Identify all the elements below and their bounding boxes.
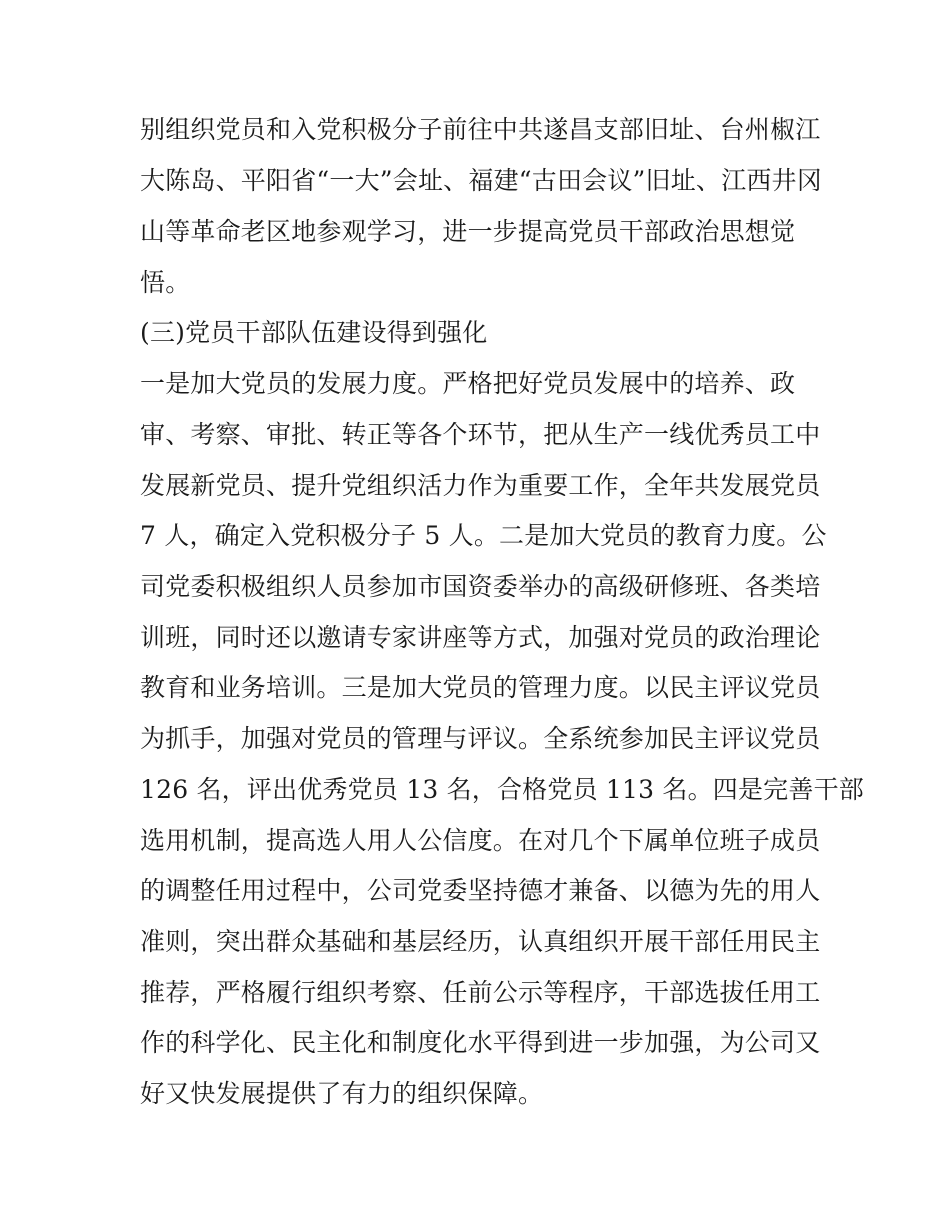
paragraph-line: 为抓手，加强对党员的管理与评议。全系统参加民主评议党员 xyxy=(140,724,821,753)
paragraph-line: 一是加大党员的发展力度。严格把好党员发展中的培养、政 xyxy=(140,369,796,398)
paragraph-line: 司党委积极组织人员参加市国资委举办的高级研修班、各类培 xyxy=(140,572,821,601)
paragraph-line: 训班，同时还以邀请专家讲座等方式，加强对党员的政治理论 xyxy=(140,623,821,652)
paragraph-line: 悟。 xyxy=(140,268,191,297)
paragraph-line: 发展新党员、提升党组织活力作为重要工作，全年共发展党员 xyxy=(140,471,821,500)
section-heading: (三)党员干部队伍建设得到强化 xyxy=(140,318,488,347)
paragraph-line: 的调整任用过程中，公司党委坚持德才兼备、以德为先的用人 xyxy=(140,876,821,905)
paragraph-line: 教育和业务培训。三是加大党员的管理力度。以民主评议党员 xyxy=(140,673,821,702)
paragraph-line: 审、考察、审批、转正等各个环节，把从生产一线优秀员工中 xyxy=(140,420,821,449)
paragraph-line: 大陈岛、平阳省“一大”会址、福建“古田会议”旧址、江西井冈 xyxy=(140,166,822,195)
paragraph-line: 作的科学化、民主化和制度化水平得到进一步加强，为公司又 xyxy=(140,1028,821,1057)
paragraph-line: 山等革命老区地参观学习，进一步提高党员干部政治思想觉 xyxy=(140,217,796,246)
paragraph-line: 选用机制，提高选人用人公信度。在对几个下属单位班子成员 xyxy=(140,826,821,855)
paragraph-line: 126 名，评出优秀党员 13 名，合格党员 113 名。四是完善干部 xyxy=(140,775,864,804)
paragraph-line: 别组织党员和入党积极分子前往中共遂昌支部旧址、台州椒江 xyxy=(140,115,821,144)
paragraph-line: 准则，突出群众基础和基层经历，认真组织开展干部任用民主 xyxy=(140,927,821,956)
paragraph-line: 好又快发展提供了有力的组织保障。 xyxy=(140,1079,544,1108)
paragraph-line: 7 人，确定入党积极分子 5 人。二是加大党员的教育力度。公 xyxy=(140,521,827,550)
paragraph-line: 推荐，严格履行组织考察、任前公示等程序，干部选拔任用工 xyxy=(140,978,821,1007)
